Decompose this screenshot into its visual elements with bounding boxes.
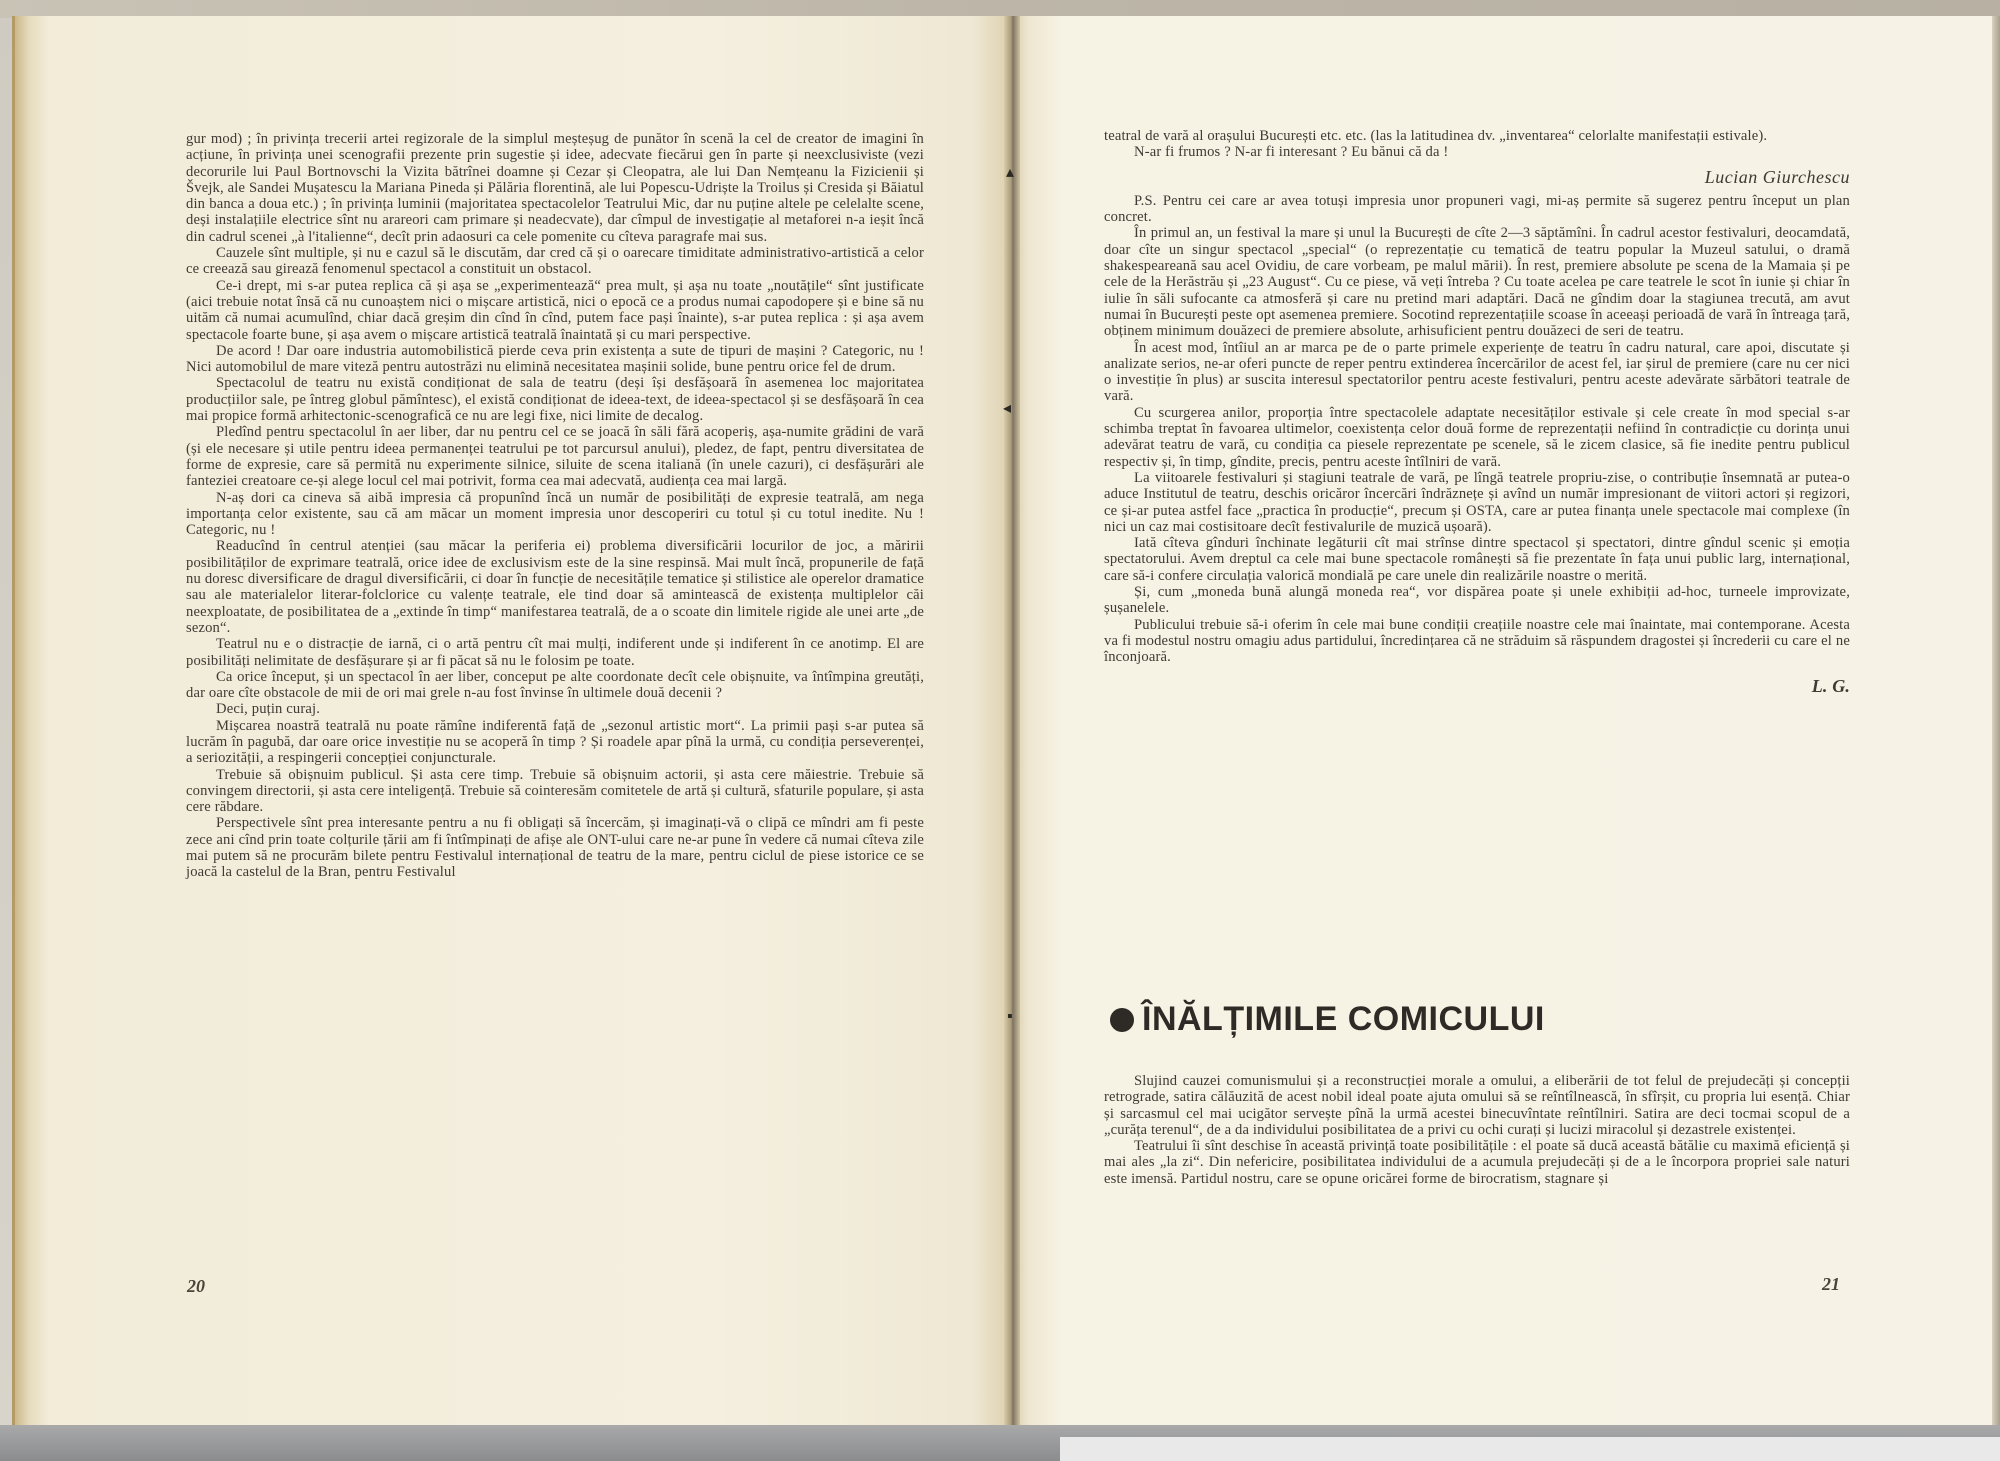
postscript-paragraph: La viitoarele festivaluri și stagiuni teatrale de vară, pe lîngă teatrele propriu-zise, o contribuție însemnată ar putea-o aduce Institutul de teatru, deschis oricăror încercări îndrăznețe și avînd un număr impresionant de viitori actori și regizori, ce și-ar putea astfel face „practica în producție“, precum și OSTA, care ar putea finanța unele spectacole mai complexe (în nici un caz mai costisitoare decît festivalurile de muzică ușoară). [1104, 469, 1850, 535]
binding-mark-icon: ◂ [1003, 400, 1012, 417]
binding-mark-icon: ▪ [1007, 1008, 1013, 1025]
postscript-paragraph: Iată cîteva gînduri închinate legăturii cît mai strînse dintre spectacol și spectatori, dintre gîndul scenic și emoția spectatorului. Avem dreptul ca cele mai bune spectacole românești să fie prezentate în fața unui public larg, internațional, care să-i confere circulația valorică mondială pe care unele din realizările noastre o merită. [1104, 535, 1850, 584]
paragraph: Mișcarea noastră teatrală nu poate rămîne indiferentă față de „sezonul artistic mort“. La primii pași s-ar putea să lucrăm în pagubă, dar oare orice investiție nu se acoperă în timp ? Și roadele apar pînă la urmă, cu condiția perseverenței, a seriozității, a respingerii concepției conjuncturale. [186, 717, 924, 767]
left-page-text [186, 131, 924, 881]
postscript-paragraph: Cu scurgerea anilor, proporția între spectacolele adaptate necesităților estivale și cele create în mod special s-ar schimba treptat în favoarea ultimelor, coexistența celor două forme de reprezentații nefiind în contradicție cu dorința unui adevărat teatru de vară, cu condiția ca piesele reprezentate pe scenele, să le zicem clasice, să fie inedite pentru publicul respectiv și, în timp, gîndite, precis, pentru aceste întîlniri de vară. [1104, 404, 1850, 470]
bottom-edge-light [1060, 1437, 2000, 1461]
paragraph: Teatrului îi sînt deschise în această privință toate posibilitățile : el poate să ducă această bătălie cu maximă eficiență și mai ales „la zi“. Din nefericire, posibilitatea individului de a acumula prejudecăți și de a le încorpora propriei sale naturi este imensă. Partidul nostru, care se opune oricărei forme de birocratism, stagnare și [1104, 1138, 1850, 1187]
right-page-text [1104, 128, 1850, 694]
paragraph: Spectacolul de teatru nu există condiționat de sala de teatru (deși își desfășoară în asemenea loc majoritatea producțiilor sale, pe întreg globul pămîntesc), el există condiționat de ideea-text, de ideea-spectacol și se desfășoară în cea mai propice formă arhitectonic-scenografică ce nu are legi fixe, nici limite de decalog. [186, 375, 924, 425]
paragraph: Perspectivele sînt prea interesante pentru a nu fi obligați să încercăm, și imaginați-vă o clipă ce mîndri am fi peste zece ani cînd prin toate colțurile țării am fi întîmpinați de afișe ale ONT-ului care ne-ar pune în vedere că numai cîteva zile mai putem să ne procurăm bilete pentru Festivalul internațional de teatru de la mare, pentru ciclul de piese istorice ce se joacă la castelul de la Bran, pentru Festivalul [186, 815, 924, 881]
page-number-right: 21 [1822, 1274, 1840, 1294]
page-edge-right [1992, 16, 2000, 1425]
paragraph: teatral de vară al orașului București etc. etc. (las la latitudinea dv. „inventarea“ celorlalte manifestații estivale). [1104, 128, 1768, 144]
paragraph: gur mod) ; în privința trecerii artei regizorale de la simplul meșteșug de punător în scenă la cel de creator de imagini în acțiune, în privința unei scenografii prezente prin sugestie și idee, adecvate fiecărui gen în parte și neexclusiviste (vezi decorurile lui Paul Bortnovschi la Vizita bătrînei doamne și Cezar și Cleopatra, ale lui Dan Nemțeanu la Fizicienii și Švejk, ale Sandei Mușatescu la Mariana Pineda și Pălăria florentină, ale lui Popescu-Udriște la Troilus și Cresida și Băiatul din banca a doua etc.) ; în privința luminii (majoritatea spectacolelor Teatrului Mic, dar nu puține altele pe celelalte scene, deși instalațiile electrice sînt nu arareori cam primare și neadecvate), dar cîmpul de investigație al metaforei n-a ieșit încă din cadrul scenei „à l'italienne“, decît prin adaosuri ca cele pomenite cu cîteva paragrafe mai sus. [186, 131, 924, 245]
book-spine [1004, 16, 1020, 1425]
paragraph: Pledînd pentru spectacolul în aer liber, dar nu pentru cel ce se joacă în săli fără acoperiș, așa-numite grădini de vară (și ele necesare și utile pentru ideea permanenței teatrului pe tot parcursul anului), pledez, de fapt, pentru diversitatea de forme de expresie, care să permită nu experimente silnice, siluite de scena italiană (în unele cazuri), ci desfășurări ale fanteziei creatoare ce-și alege locul cel mai potrivit, forma cea mai adecvată, audiența cea mai largă. [186, 424, 924, 490]
paragraph: Trebuie să obișnuim publicul. Și asta cere timp. Trebuie să obișnuim actorii, și asta cere măiestrie. Trebuie să convingem directorii, și asta cere inteligență. Trebuie să cointeresăm comitetele de artă și cultură, sfaturile populare, și asta cere răbdare. [186, 766, 924, 816]
postscript-paragraph: P.S. Pentru cei care ar avea totuși impresia unor propuneri vagi, mi-aș permite să sugerez pentru început un plan concret. [1104, 192, 1850, 226]
paragraph: Slujind cauzei comunismului și a reconstrucției morale a omului, a eliberării de tot felul de prejudecăți și concepții retrograde, satira călăuzită de acest nobil ideal poate ajuta omului să se reîntîlnească, în sfîrșit, cu propria lui esență. Chiar și sarcasmul cel mai ucigător servește pînă la urmă acestei binecuvîntate reîntîlniri. Satira are deci tocmai scopul de a „curăța terenul“, de a da individului posibilitatea de a privi cu ochi curați și lucizi miracolul și dezastrele existenței. [1104, 1073, 1850, 1138]
author-signature: Lucian Giurchescu [1704, 166, 1850, 187]
postscript-paragraph: În primul an, un festival la mare și unul la București de cîte 2—3 săptămîni. În cadrul acestor festivaluri, deocamdată, doar cîte un singur spectacol „special“ (o reprezentație cu tematică de teatru popular la Muzeul satului, o dramă shakespeareană sau acel Ovidiu, de care vorbeam, pe malul mării). În rest, premiere absolute pe scena de la Mamaia și pe cele de la Herăstrău și „23 August“. Cu ce piese, vă veți întreba ? Cu toate acelea pe care teatrele le scot în iunie și chiar în iulie în săli sufocante ca atmosferă și care nu pretind mari adaptări. Dacă ne gîndim doar la stagiunea trecută, am avut numai în București peste opt asemenea premiere. Socotind reprezentațiile scoase în aceeași perioadă de vară în întreaga țară, obținem minimum douăzeci de premiere absolute, arhisuficient pentru douăzeci de seri de teatru. [1104, 225, 1850, 340]
paragraph: Readucînd în centrul atenției (sau măcar la periferia ei) problema diversificării locurilor de joc, a măririi posibilităților de exprimare teatrală, orice idee de exclusivism este de la sine respinsă. Mai mult încă, propunerile de față nu doresc diversificare de dragul diversificării, ci doar în funcție de necesitățile tematice și stilistice ale operelor dramatice sau ale materialelor literar-folclorice cu valențe teatrale, ele tind doar să amintească de existența multiplelor căi neexploatate, de posibilitatea de a „extinde în timp“ manifestarea teatrală, de a o scoate din limitele rigide ale unei arte „de sezon“. [186, 538, 924, 636]
paragraph: N-ar fi frumos ? N-ar fi interesant ? Eu bănui că da ! [1134, 144, 1449, 161]
paragraph: Cauzele sînt multiple, și nu e cazul să le discutăm, dar cred că și o oarecare timiditate administrativo-artistică a celor ce creează sau girează fenomenul spectacol a constituit un obstacol. [186, 245, 924, 278]
section-heading [1110, 1000, 1545, 1039]
bullet-icon [1110, 1008, 1134, 1032]
postscript-paragraph: Și, cum „moneda bună alungă moneda rea“, vor dispărea poate și unele exhibiții ad-hoc, turneele improvizate, șușanelele. [1104, 584, 1850, 617]
paragraph: Ca orice început, și un spectacol în aer liber, conceput pe alte coordonate decît cele obișnuite, va întîmpina greutăți, dar oare cîte obstacole de mii de ori mai grele n-au fost învinse în ultimele două decenii ? [186, 668, 924, 702]
postscript-paragraph: În acest mod, întîiul an ar marca pe de o parte primele experiențe de teatru în cadru natural, care apoi, discutate și analizate serios, ne-ar oferi puncte de reper pentru extinderea încercărilor de acest fel, iar șirul de premiere (care nu cer nici o investiție în plus) ar suscita interesul spectatorilor pentru aceste festivaluri, pentru aceste adevărate sărbători teatrale de vară. [1104, 339, 1850, 405]
paragraph: De acord ! Dar oare industria automobilistică pierde ceva prin existența a sute de tipuri de mașini ? Categoric, nu ! Nici automobilul de mare viteză pentru autostrăzi nu elimină necesitatea mașinii solide, bune pentru orice fel de drum. [186, 342, 924, 376]
section-text [1104, 1073, 1850, 1187]
postscript-paragraph: Publicului trebuie să-i oferim în cele mai bune condiții creațiile noastre cele mai înaintate, mai contemporane. Acesta va fi modestul nostru omagiu adus partidului, încredințarea că ne străduim să răspundem dragostei și încrederii cu care el ne înconjoară. [1104, 616, 1850, 666]
postscript-signature: L. G. [1811, 675, 1850, 696]
paragraph: Teatrul nu e o distracție de iarnă, ci o artă pentru cît mai mulți, indiferent unde și indiferent în ce anotimp. El are posibilități nelimitate de desfășurare și ar fi păcat să nu le folosim pe toate. [186, 636, 924, 669]
paragraph: Deci, puțin curaj. [216, 701, 321, 718]
paragraph: N-aș dori ca cineva să aibă impresia că propunînd încă un număr de posibilități de expresie teatrală, am nega importanța celor existente, sau că am măcar un moment impresia unor descoperiri cu totul și cu totul inedite. Nu ! Categoric, nu ! [186, 489, 924, 539]
section-heading-text: ÎNĂLȚIMILE COMICULUI [1142, 1000, 1545, 1038]
paragraph: Ce-i drept, mi s-ar putea replica că și așa se „experimentează“ prea mult, și așa nu toate „noutățile“ sînt justificate (aici trebuie notat însă că nu cunoaștem nici o mișcare artistică, nici o epocă ce a produs numai capodopere și e bine să nu uităm că numai acumulînd, chiar dacă greșim din cînd în cînd, putem face pași înainte), s-ar putea replica : și așa avem spectacole foarte bune, și așa avem o mișcare artistică teatrală înaintată și cu mari perspective. [186, 277, 924, 343]
page-number-left: 20 [187, 1276, 205, 1296]
binding-mark-icon: ▴ [1006, 164, 1015, 181]
